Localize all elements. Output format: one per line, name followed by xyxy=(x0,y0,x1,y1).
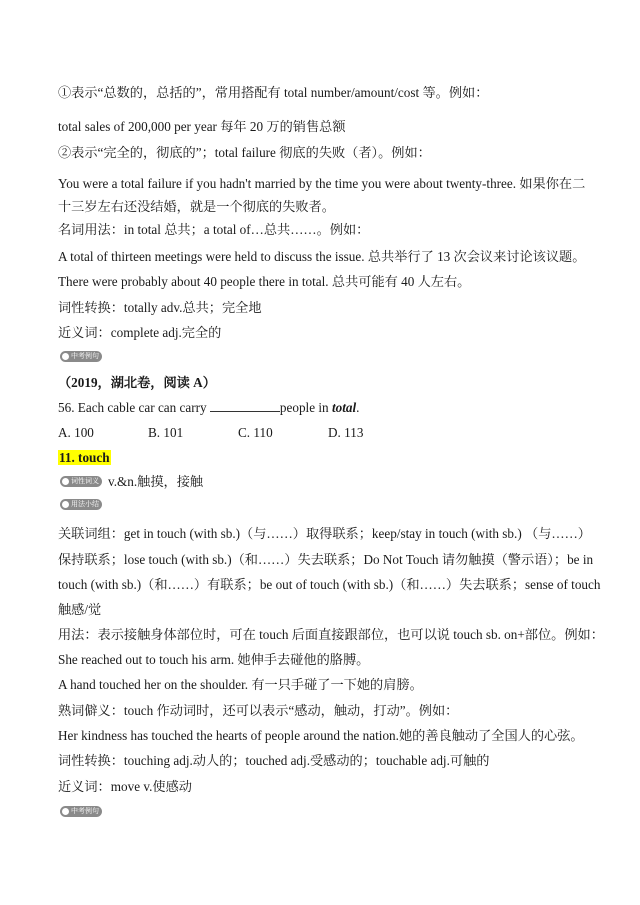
example-40-people: There were probably about 40 people there in total. 总共可能有 40 人左右。 xyxy=(58,274,471,289)
noun-usage: 名词用法：in total 总共；a total of…总共……。例如： xyxy=(58,222,370,237)
exam-source: （2019，湖北卷，阅读 A） xyxy=(58,375,216,390)
entry-heading: 11. touch xyxy=(59,450,110,465)
word-forms-touch: 词性转换：touching adj.动人的；touched adj.受感动的；touchable adj.可触的 xyxy=(58,753,490,768)
synonym-move: 近义词：move v.使感动 xyxy=(58,779,192,794)
example-total-failure-cont: 十三岁左右还没结婚，就是一个彻底的失败者。 xyxy=(58,199,335,214)
definition-1: ①表示“总数的，总括的”，常用搭配有 total number/amount/cost 等。例如： xyxy=(58,85,489,100)
word-form-totally: 词性转换：totally adv.总共；完全地 xyxy=(58,300,262,315)
definition-2: ②表示“完全的，彻底的”；total failure 彻底的失败（者）。例如： xyxy=(58,145,431,160)
exam-trend-badge: 中考例句 xyxy=(60,351,102,362)
usage-note: 用法：表示接触身体部位时，可在 touch 后面直接跟部位，也可以说 touch sb. on+部位。例如： xyxy=(58,627,604,642)
option-b: B. 101 xyxy=(148,425,184,440)
example-total-sales: total sales of 200,000 per year 每年 20 万的销售总额 xyxy=(58,119,346,134)
rare-meaning-note: 熟词僻义：touch 作动词时，还可以表示“感动，触动，打动”。例如： xyxy=(58,703,459,718)
usage-summary-badge: 用法小结 xyxy=(60,499,102,510)
example-kindness: Her kindness has touched the hearts of people around the nation.她的善良触动了全国人的心弦。 xyxy=(58,728,584,743)
option-a: A. 100 xyxy=(58,425,94,440)
example-arm: She reached out to touch his arm. 她伸手去碰他的胳膊。 xyxy=(58,652,370,667)
option-d: D. 113 xyxy=(328,425,364,440)
example-total-failure: You were a total failure if you hadn't married by the time you were about twenty-three. 如果你在二 xyxy=(58,176,586,191)
core-meaning-badge: 词性词义 xyxy=(60,476,102,487)
entry-meaning: v.&n.触摸，接触 xyxy=(108,474,204,489)
phrases-line-1: 关联词组：get in touch (with sb.)（与……）取得联系；keep/stay in touch (with sb.) （与……） xyxy=(58,526,591,541)
phrases-line-4: 触感/觉 xyxy=(58,602,102,617)
synonym-complete: 近义词：complete adj.完全的 xyxy=(58,325,222,340)
answer-blank xyxy=(210,399,280,412)
exam-question: 56. Each cable car can carry people in total. xyxy=(58,400,360,415)
example-meetings: A total of thirteen meetings were held to discuss the issue. 总共举行了 13 次会议来讨论该议题。 xyxy=(58,249,586,264)
option-c: C. 110 xyxy=(238,425,273,440)
exam-options xyxy=(58,424,418,442)
phrases-line-3: touch (with sb.)（和……）有联系；be out of touch (with sb.)（和……）失去联系；sense of touch xyxy=(58,577,601,592)
phrases-line-2: 保持联系；lose touch (with sb.)（和……）失去联系；Do Not Touch 请勿触摸（警示语）；be in xyxy=(58,552,594,567)
example-shoulder: A hand touched her on the shoulder. 有一只手碰了一下她的肩膀。 xyxy=(58,677,423,692)
exam-trend-badge-2: 中考例句 xyxy=(60,806,102,817)
